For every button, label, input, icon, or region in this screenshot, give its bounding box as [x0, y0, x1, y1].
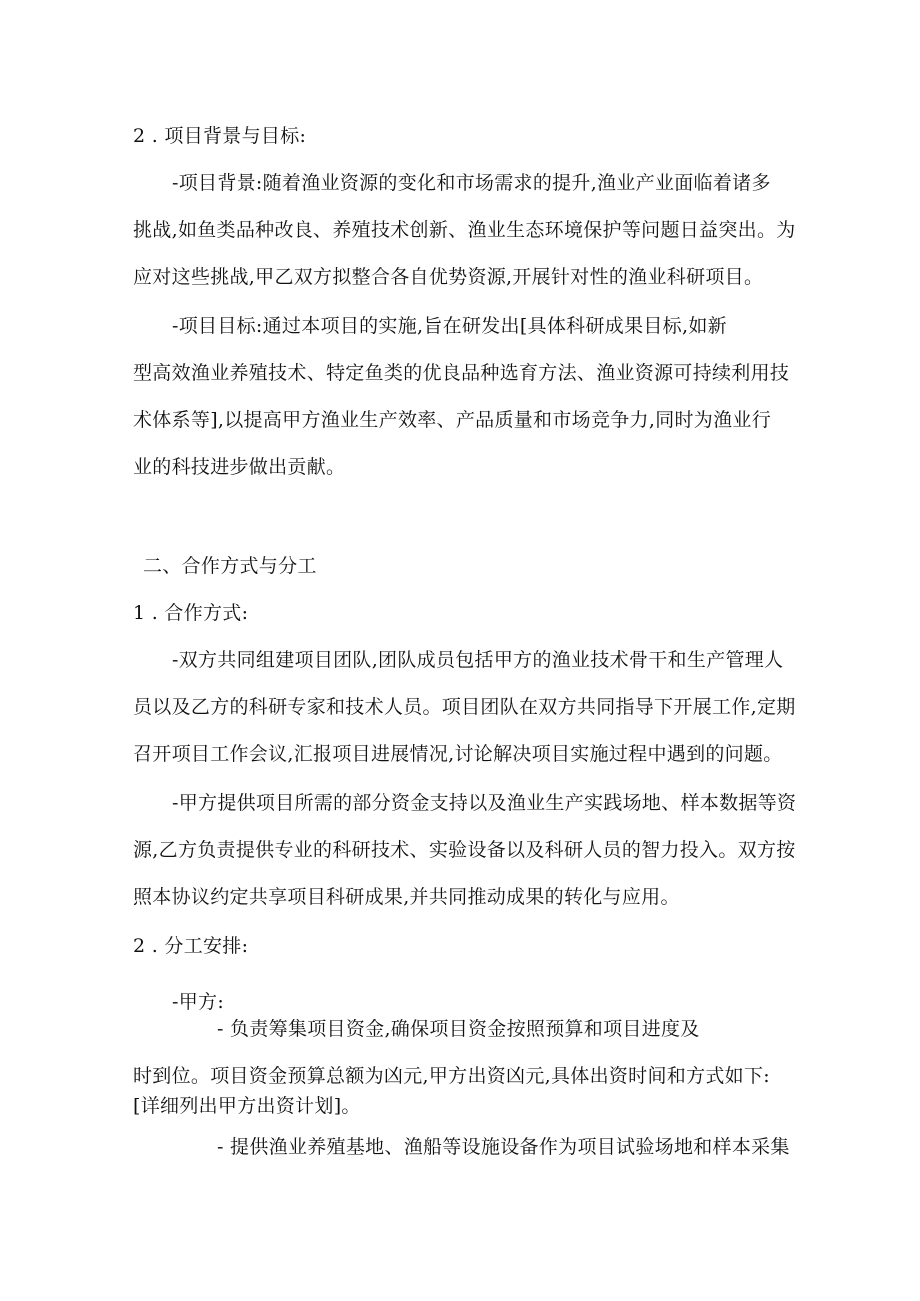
subsection-heading: 1 . 合作方式:: [133, 602, 249, 624]
list-item-line: - 负责筹集项目资金,确保项目资金按照预算和项目进度及: [217, 1018, 700, 1040]
paragraph-line: 源,乙方负责提供专业的科研技术、实验设备以及科研人员的智力投入。双方按: [133, 839, 796, 861]
paragraph-line: 型高效渔业养殖技术、特定鱼类的优良品种选育方法、渔业资源可持续利用技: [133, 362, 790, 384]
paragraph-line: 照本协议约定共享项目科研成果,并共同推动成果的转化与应用。: [133, 886, 680, 908]
paragraph-line: 员以及乙方的科研专家和技术人员。项目团队在双方共同指导下开展工作,定期: [133, 696, 796, 718]
list-item-line: [详细列出甲方出资计划]。: [133, 1095, 361, 1117]
paragraph-line: 术体系等],以提高甲方渔业生产效率、产品质量和市场竞争力,同时为渔业行: [133, 409, 771, 431]
party-a-label: -甲方:: [172, 991, 225, 1013]
list-item-line: 时到位。项目资金预算总额为凶元,甲方出资凶元,具体出资时间和方式如下:: [133, 1065, 770, 1087]
paragraph-line: 挑战,如鱼类品种改良、养殖技术创新、渔业生态环境保护等问题日益突出。为: [133, 219, 796, 241]
section-title: 二、合作方式与分工: [143, 555, 317, 577]
paragraph-line: -双方共同组建项目团队,团队成员包括甲方的渔业技术骨干和生产管理人: [172, 649, 784, 671]
paragraph-line: -甲方提供项目所需的部分资金支持以及渔业生产实践场地、样本数据等资: [172, 792, 797, 814]
paragraph-line: 召开项目工作会议,汇报项目进展情况,讨论解决项目实施过程中遇到的问题。: [133, 743, 783, 765]
paragraph-line: 业的科技进步做出贡献。: [133, 456, 346, 478]
paragraph-line: 应对这些挑战,甲乙双方拟整合各自优势资源,开展针对性的渔业科研项目。: [133, 266, 764, 288]
subsection-heading: 2 . 分工安排:: [133, 935, 249, 957]
paragraph-line: -项目背景:随着渔业资源的变化和市场需求的提升,渔业产业面临着诸多: [172, 172, 771, 194]
paragraph-line: -项目目标:通过本项目的实施,旨在研发出[具体科研成果目标,如新: [172, 315, 727, 337]
section-heading: 2 . 项目背景与目标:: [133, 125, 307, 147]
list-item-line: - 提供渔业养殖基地、渔船等设施设备作为项目试验场地和样本采集: [217, 1136, 790, 1158]
